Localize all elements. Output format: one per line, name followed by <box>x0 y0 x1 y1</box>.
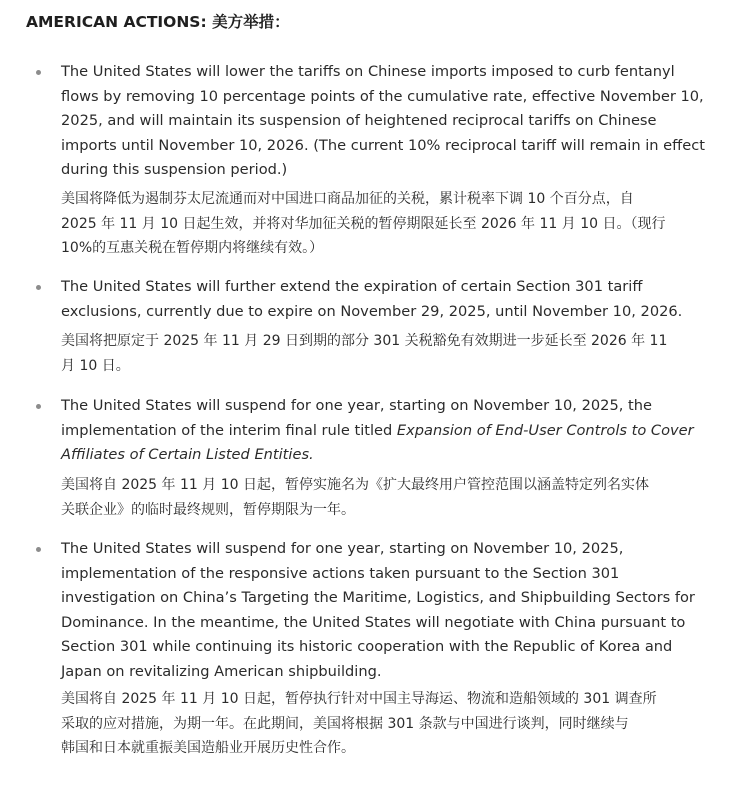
text-line: 采取的应对措施，为期一年。在此期间，美国将根据 301 条款与中国进行谈判，同时继续与 <box>61 715 629 732</box>
bullet-icon <box>36 547 41 552</box>
text-line: 2025, and will maintain its suspension of heightened reciprocal tariffs on Chinese <box>61 112 657 129</box>
text-line: 美国将自 2025 年 11 月 10 日起，暂停实施名为《扩大最终用户管控范围以涵盖特定列名实体 <box>61 477 649 493</box>
item-chinese-text <box>61 473 721 522</box>
text-segment: implementation of the interim final rule titled <box>61 421 393 439</box>
item-english-text <box>61 537 721 684</box>
text-line: 10%的互惠关税在暂停期内将继续有效。） <box>61 240 324 256</box>
text-line: investigation on China’s Targeting the Maritime, Logistics, and Shipbuilding Sectors for <box>61 589 695 606</box>
rule-title-italic: Affiliates of Certain Listed Entities. <box>61 446 314 463</box>
item-english-text <box>61 394 721 468</box>
item-chinese-text <box>61 329 721 378</box>
text-line <box>61 443 721 468</box>
text-line: 关联企业》的临时最终规则，暂停期限为一年。 <box>61 501 355 518</box>
item-chinese-text <box>61 687 721 761</box>
heading-en: AMERICAN ACTIONS: <box>26 13 207 31</box>
item-chinese-text <box>61 187 721 261</box>
text-line: exclusions, currently due to expire on November 29, 2025, until November 10, 2026. <box>61 302 683 320</box>
item-english-text <box>61 60 721 183</box>
section-heading <box>26 10 290 32</box>
text-line: 2025 年 11 月 10 日起生效，并将对华加征关税的暂停期限延长至 2026 年 11 月 10 日。（现行 <box>61 215 666 232</box>
text-line: 美国将降低为遏制芬太尼流通而对中国进口商品加征的关税，累计税率下调 10 个百分点，自 <box>61 191 634 207</box>
text-line: The United States will suspend for one year, starting on November 10, 2025, the <box>61 397 652 414</box>
rule-title-italic: Expansion of End-User Controls to Cover <box>396 421 694 439</box>
bullet-icon <box>36 404 41 409</box>
text-line: during this suspension period.) <box>61 161 288 178</box>
text-line: Japan on revitalizing American shipbuilding. <box>61 662 382 680</box>
item-english-text <box>61 275 721 324</box>
text-line: implementation of the responsive actions taken pursuant to the Section 301 <box>61 564 620 582</box>
text-line: 月 10 日。 <box>61 357 130 374</box>
text-line: The United States will lower the tariffs on Chinese imports imposed to curb fentanyl <box>61 63 675 80</box>
text-line: 韩国和日本就重振美国造船业开展历史性合作。 <box>61 740 355 756</box>
text-line-with-italic <box>61 419 721 444</box>
bullet-icon <box>36 70 41 75</box>
text-line: The United States will further extend the expiration of certain Section 301 tariff <box>61 278 643 295</box>
bullet-icon <box>36 285 41 290</box>
text-line: imports until November 10, 2026. (The current 10% reciprocal tariff will remain in effect <box>61 136 705 154</box>
heading-zh: 美方举措： <box>212 13 290 31</box>
text-line: 美国将自 2025 年 11 月 10 日起，暂停执行针对中国主导海运、物流和造船领域的 301 调查所 <box>61 691 657 707</box>
text-line: Dominance. In the meantime, the United States will negotiate with China pursuant to <box>61 613 686 631</box>
text-line: 美国将把原定于 2025 年 11 月 29 日到期的部分 301 关税豁免有效期进一步延长至 2026 年 11 <box>61 333 668 349</box>
text-line: flows by removing 10 percentage points of the cumulative rate, effective November 10, <box>61 87 704 105</box>
text-line: The United States will suspend for one year, starting on November 10, 2025, <box>61 540 624 557</box>
text-line: Section 301 while continuing its historic cooperation with the Republic of Korea and <box>61 638 673 655</box>
